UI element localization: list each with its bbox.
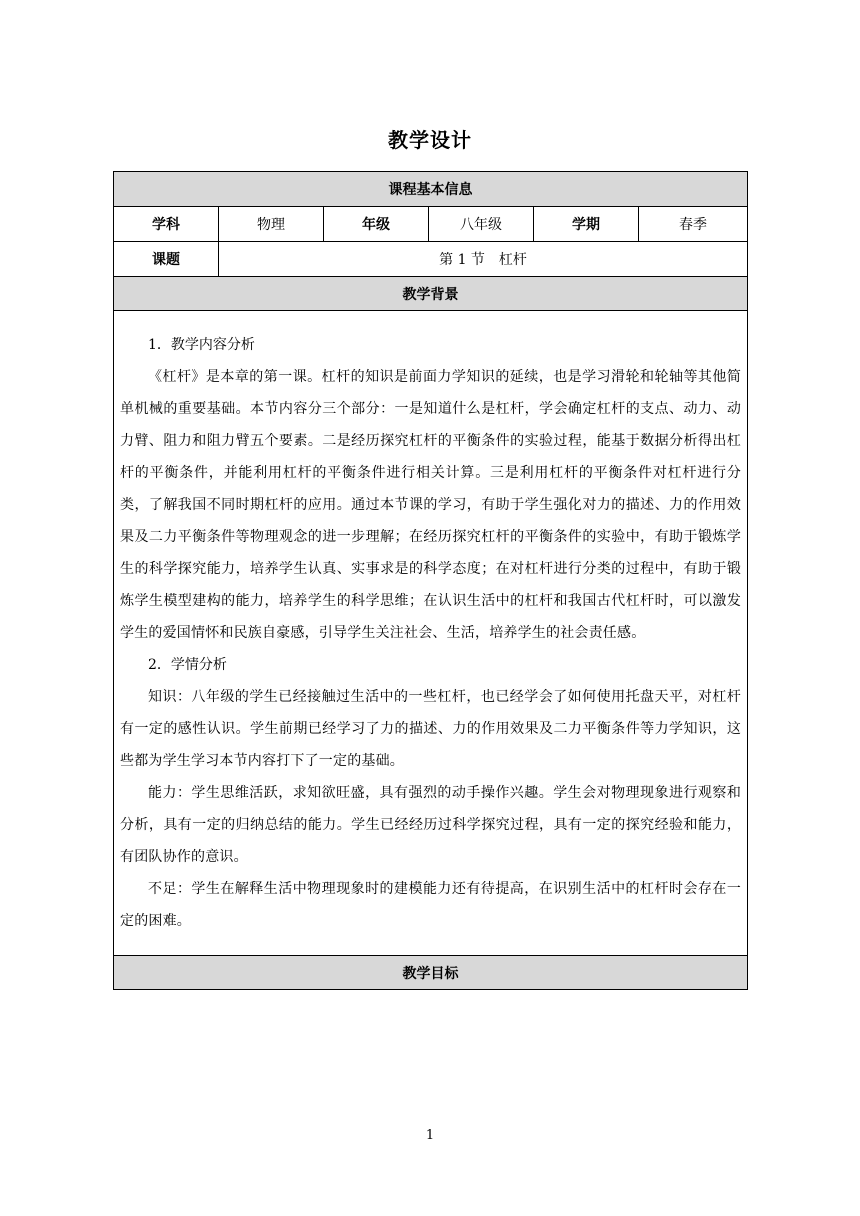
background-header-row: [114, 277, 748, 311]
basic-info-header: 课程基本信息: [114, 172, 748, 207]
knowledge-paragraph: 知识：八年级的学生已经接触过生活中的一些杠杆，也已经学会了如何使用托盘天平，对杠杆有一定的感性认识。学生前期已经学习了力的描述、力的作用效果及二力平衡条件等力学知识，这些都为学生学习本节内容打下了一定的基础。: [120, 689, 742, 769]
document-title: 教学设计: [388, 128, 472, 152]
ability-paragraph: 能力：学生思维活跃，求知欲旺盛，具有强烈的动手操作兴趣。学生会对物理现象进行观察和分析，具有一定的归纳总结的能力。学生已经经历过科学探究过程，具有一定的探究经验和能力，有团队协作的意识。: [120, 785, 742, 865]
page-number: 1: [425, 1128, 435, 1143]
student-analysis-title: 2．学情分析: [148, 657, 227, 673]
term-label: 学期: [534, 207, 639, 242]
objectives-header-row: [114, 956, 748, 990]
topic-label: 课题: [114, 242, 219, 277]
shortage-paragraph: 不足：学生在解释生活中物理现象时的建模能力还有待提高，在识别生活中的杠杆时会存在一定的困难。: [120, 881, 742, 929]
lesson-plan-table: [113, 171, 748, 990]
subject-value: 物理: [219, 207, 324, 242]
background-body-row: [114, 311, 748, 956]
term-value: 春季: [639, 207, 748, 242]
subject-label: 学科: [114, 207, 219, 242]
objectives-header: 教学目标: [114, 956, 748, 990]
background-body: [114, 311, 748, 956]
background-header: 教学背景: [114, 277, 748, 311]
topic-row: [114, 242, 748, 277]
grade-label: 年级: [324, 207, 429, 242]
info-row: [114, 207, 748, 242]
content-analysis-title: 1．教学内容分析: [148, 337, 255, 353]
content-analysis-paragraph: 《杠杆》是本章的第一课。杠杆的知识是前面力学知识的延续，也是学习滑轮和轮轴等其他简单机械的重要基础。本节内容分三个部分：一是知道什么是杠杆，学会确定杠杆的支点、动力、动力臂、阻力和阻力臂五个要素。二是经历探究杠杆的平衡条件的实验过程，能基于数据分析得出杠杆的平衡条件，并能利用杠杆的平衡条件进行相关计算。三是利用杠杆的平衡条件对杠杆进行分类，了解我国不同时期杠杆的应用。通过本节课的学习，有助于学生强化对力的描述、力的作用效果及二力平衡条件等物理观念的进一步理解；在经历探究杠杆的平衡条件的实验中，有助于锻炼学生的科学探究能力，培养学生认真、实事求是的科学态度；在对杠杆进行分类的过程中，有助于锻炼学生模型建构的能力，培养学生的科学思维；在认识生活中的杠杆和我国古代杠杆时，可以激发学生的爱国情怀和民族自豪感，引导学生关注社会、生活，培养学生的社会责任感。: [120, 369, 742, 641]
basic-info-header-row: [114, 172, 748, 207]
grade-value: 八年级: [429, 207, 534, 242]
topic-value: 第 1 节 杠杆: [219, 242, 748, 277]
